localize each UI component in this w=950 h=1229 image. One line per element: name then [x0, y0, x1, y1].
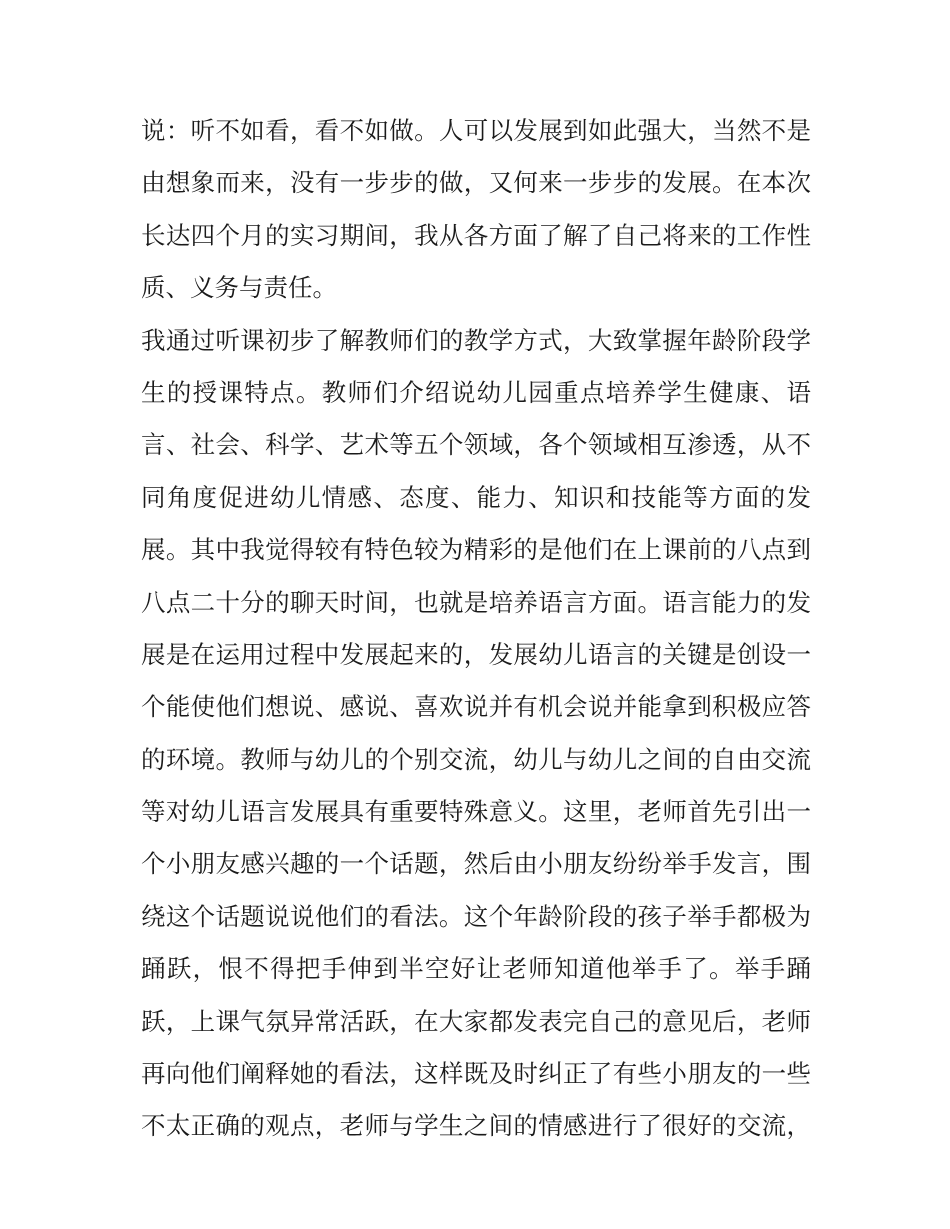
text-line-8: 同角度促进幼儿情感、态度、能力、知识和技能等方面的发: [141, 482, 811, 512]
text-line-9: 展。其中我觉得较有特色较为精彩的是他们在上课前的八点到: [141, 535, 811, 565]
text-line-19: 再向他们阐释她的看法，这样既及时纠正了有些小朋友的一些: [141, 1059, 811, 1089]
text-line-6: 生的授课特点。教师们介绍说幼儿园重点培养学生健康、语: [141, 377, 811, 407]
text-line-10: 八点二十分的聊天时间，也就是培养语言方面。语言能力的发: [141, 587, 811, 617]
text-line-3: 长达四个月的实习期间，我从各方面了解了自己将来的工作性: [141, 220, 811, 250]
text-line-18: 跃，上课气氛异常活跃，在大家都发表完自己的意见后，老师: [141, 1006, 811, 1036]
text-line-11: 展是在运用过程中发展起来的，发展幼儿语言的关键是创设一: [141, 639, 811, 669]
text-line-12: 个能使他们想说、感说、喜欢说并有机会说并能拿到积极应答: [141, 692, 811, 722]
text-line-1: 说：听不如看，看不如做。人可以发展到如此强大，当然不是: [141, 116, 811, 145]
text-line-17: 踊跃，恨不得把手伸到半空好让老师知道他举手了。举手踊: [141, 954, 811, 984]
text-line-16: 绕这个话题说说他们的看法。这个年龄阶段的孩子举手都极为: [141, 901, 811, 931]
text-line-5: 我通过听课初步了解教师们的教学方式，大致掌握年龄阶段学: [141, 325, 811, 355]
text-line-2: 由想象而来，没有一步步的做，又何来一步步的发展。在本次: [141, 168, 811, 198]
body-text: [141, 105, 811, 1153]
text-line-15: 个小朋友感兴趣的一个话题，然后由小朋友纷纷举手发言，围: [141, 849, 811, 879]
text-line-13: 的环境。教师与幼儿的个别交流，幼儿与幼儿之间的自由交流: [141, 744, 811, 774]
text-line-14: 等对幼儿语言发展具有重要特殊意义。这里，老师首先引出一: [141, 797, 811, 827]
text-line-4: 质、义务与责任。: [141, 273, 337, 303]
text-line-20: 不太正确的观点，老师与学生之间的情感进行了很好的交流，: [141, 1111, 811, 1141]
text-line-7: 言、社会、科学、艺术等五个领域，各个领域相互渗透，从不: [141, 430, 811, 460]
